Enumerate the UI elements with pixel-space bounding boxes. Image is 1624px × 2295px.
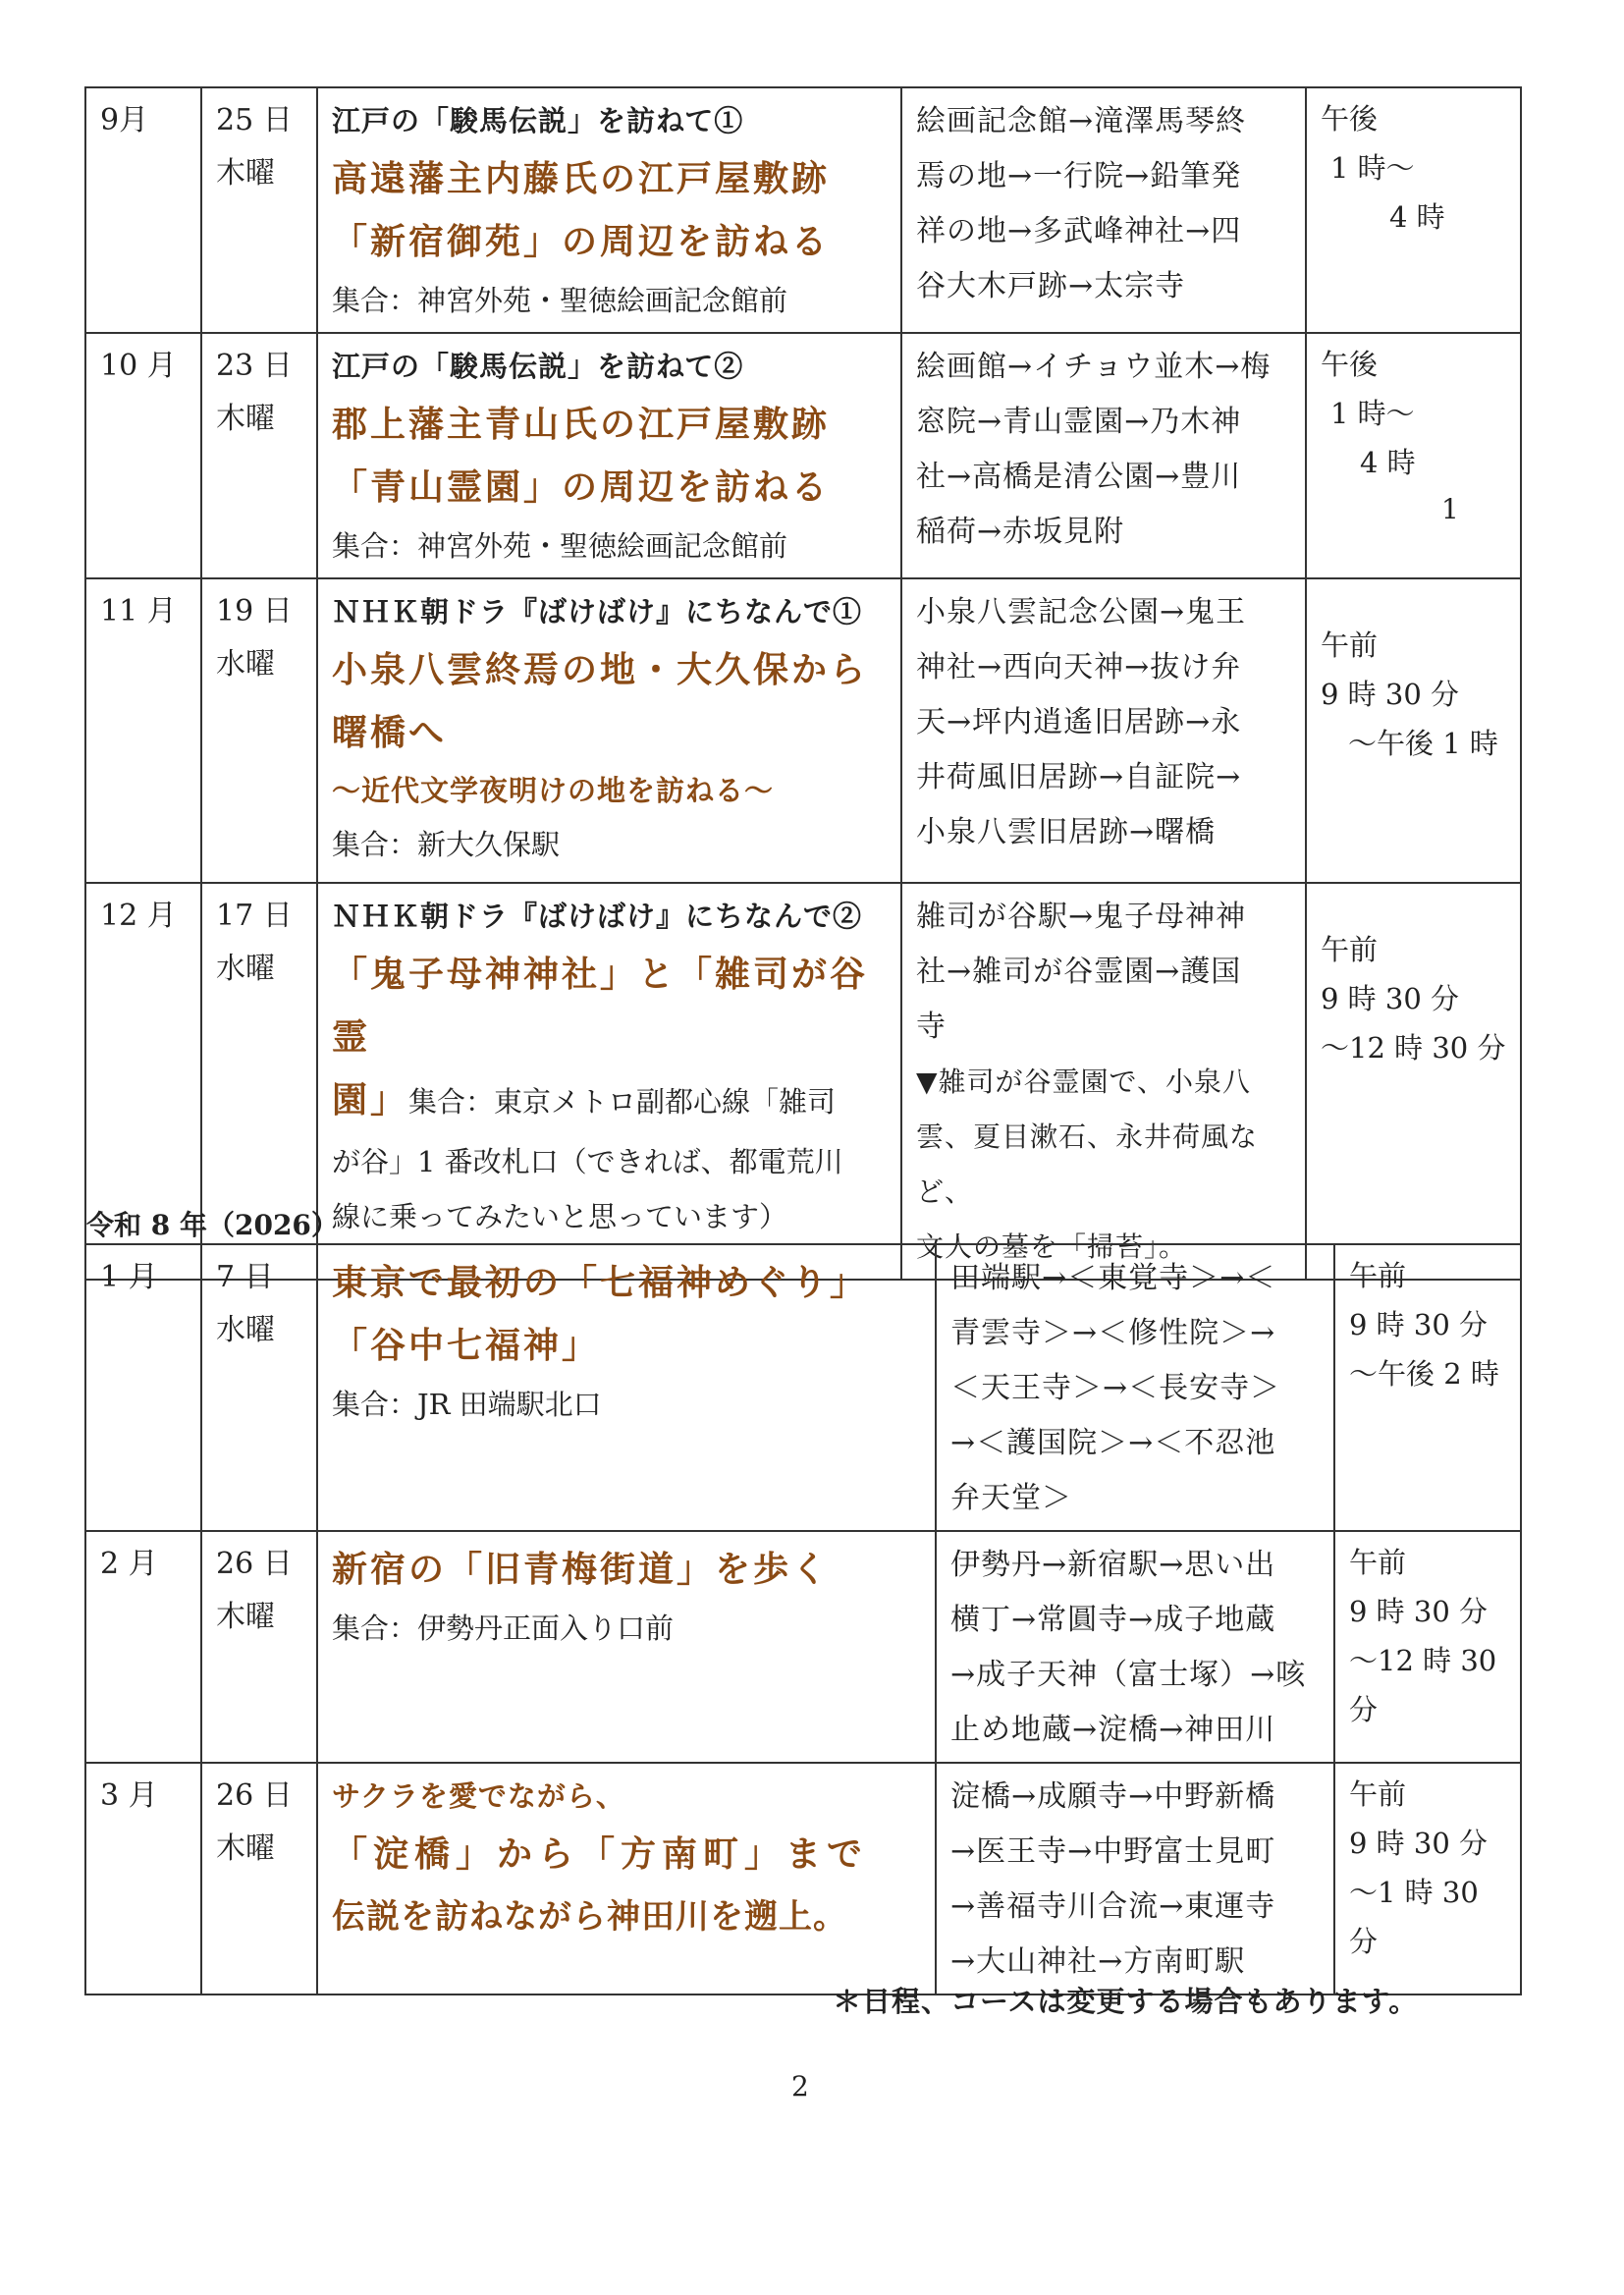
month: 3 月: [100, 1778, 158, 1813]
time-end: ～1 時 30 分: [1349, 1876, 1479, 1958]
event-highlight: 曙橋へ: [332, 712, 448, 753]
course-line: ＜天王寺＞→＜長安寺＞: [950, 1371, 1281, 1405]
course-line: 窓院→青山霊園→乃木神: [916, 405, 1242, 439]
day: 23 日: [216, 349, 293, 383]
time-period: 午前: [1349, 1546, 1407, 1579]
course-line: 絵画館→イチョウ並木→梅: [916, 350, 1272, 384]
event-highlight: 「鬼子母神神社」と「雑司が谷霊: [332, 954, 869, 1058]
weekday: 水曜: [216, 647, 275, 682]
course-line: 伊勢丹→新宿駅→思い出: [950, 1548, 1276, 1582]
course-cell: [936, 1531, 1334, 1763]
course-note: ▼雑司が谷霊園で、小泉八: [916, 1066, 1251, 1098]
page-number: 2: [791, 2070, 809, 2103]
stray-mark: 1: [1441, 493, 1459, 525]
weekday: 木曜: [216, 402, 275, 436]
title-cell: [317, 883, 901, 1280]
day: 25 日: [216, 103, 293, 137]
time-period: 午前: [1349, 1777, 1407, 1811]
month: 11 月: [100, 594, 177, 628]
course-line: 弁天堂＞: [950, 1481, 1072, 1515]
course-line: 小泉八雲旧居跡→曙橋: [916, 815, 1217, 849]
time-cell: [1306, 87, 1521, 333]
time-start: 9 時 30 分: [1349, 1595, 1489, 1628]
day-cell: [201, 1244, 317, 1531]
month: 2 月: [100, 1547, 158, 1581]
course-line: →善福寺川合流→東運寺: [950, 1889, 1276, 1924]
course-line: 社→雑司が谷霊園→護国: [916, 955, 1242, 989]
table-row: [85, 1763, 1521, 1994]
weekday: 水曜: [216, 1313, 275, 1347]
month-cell: [85, 87, 201, 333]
meeting-point-detail: が谷」1 番改札口（できれば、都電荒川: [332, 1145, 843, 1178]
time-cell: [1306, 578, 1521, 883]
year-heading: 令和 8 年（2026）: [86, 1209, 339, 1241]
time-start: 1 時～: [1330, 151, 1415, 185]
course-line: 谷大木戸跡→太宗寺: [916, 269, 1186, 303]
time-start: 9 時 30 分: [1349, 1308, 1489, 1341]
course-line: 青雲寺＞→＜修性院＞→: [950, 1316, 1276, 1350]
schedule-table-2025: [84, 86, 1522, 1281]
course-cell: [901, 578, 1306, 883]
day: 26 日: [216, 1547, 293, 1581]
month-cell: [85, 578, 201, 883]
event-highlight: 「新宿御苑」の周辺を訪ねる: [332, 221, 831, 262]
event-highlight: 「淀橋」から「方南町」まで: [332, 1833, 869, 1875]
course-line: 祥の地→多武峰神社→四: [916, 214, 1242, 248]
course-line: 横丁→常圓寺→成子地蔵: [950, 1603, 1276, 1637]
course-note: 雲、夏目漱石、永井荷風など、: [916, 1120, 1259, 1208]
title-cell: [317, 1531, 936, 1763]
course-line: →成子天神（富士塚）→咳: [950, 1658, 1307, 1692]
time-end: 4 時: [1389, 200, 1445, 234]
month-cell: [85, 1531, 201, 1763]
course-line: 淀橋→成願寺→中野新橋: [950, 1779, 1276, 1814]
day: 17 日: [216, 899, 293, 933]
course-line: 天→坪内逍遙旧居跡→永: [916, 705, 1242, 739]
day-cell: [201, 1763, 317, 1994]
course-line: →大山神社→方南町駅: [950, 1944, 1246, 1979]
meeting-point: 集合：神宮外苑・聖徳絵画記念館前: [332, 529, 788, 563]
event-subtitle: サクラを愛でながら、: [332, 1779, 625, 1813]
weekday: 水曜: [216, 952, 275, 986]
meeting-point: 集合：東京メトロ副都心線「雑司: [408, 1085, 837, 1119]
time-start: 9 時 30 分: [1321, 678, 1460, 711]
event-subtitle: ～近代文学夜明けの地を訪ねる～: [332, 774, 775, 807]
event-title: 江戸の「駿馬伝説」を訪ねて②: [332, 350, 744, 383]
meeting-point-detail: 線に乗ってみたいと思っています）: [332, 1200, 788, 1233]
event-highlight: 高遠藩主内藤氏の江戸屋敷跡: [332, 158, 831, 199]
meeting-point: 集合：新大久保駅: [332, 828, 561, 861]
time-start: 9 時 30 分: [1349, 1827, 1489, 1860]
course-line: 絵画記念館→滝澤馬琴終: [916, 104, 1247, 138]
day: 26 日: [216, 1778, 293, 1813]
table-row: [85, 1531, 1521, 1763]
table-row: [85, 87, 1521, 333]
time-end: ～12 時 30 分: [1349, 1644, 1497, 1726]
table-row: [85, 333, 1521, 578]
title-cell: [317, 578, 901, 883]
event-highlight-continued: 園」: [332, 1079, 409, 1120]
course-line: 田端駅→＜東覚寺＞→＜: [950, 1261, 1276, 1295]
time-end: ～午後 1 時: [1348, 727, 1498, 760]
month-cell: [85, 1763, 201, 1994]
time-cell: [1334, 1531, 1521, 1763]
event-title: 江戸の「駿馬伝説」を訪ねて①: [332, 104, 744, 137]
day-cell: [201, 333, 317, 578]
time-cell: [1334, 1763, 1521, 1994]
title-cell: [317, 1244, 936, 1531]
event-highlight: 「谷中七福神」: [332, 1325, 601, 1366]
time-end: ～12 時 30 分: [1321, 1031, 1506, 1065]
schedule-change-note: ＊日程、コースは変更する場合もあります。: [833, 1985, 1419, 2018]
day: 7 日: [216, 1260, 274, 1294]
event-highlight: 伝説を訪ねながら神田川を遡上。: [332, 1897, 847, 1937]
time-start: 1 時～: [1330, 397, 1415, 430]
month: 10 月: [100, 349, 177, 383]
course-cell: [901, 883, 1306, 1280]
time-cell: [1306, 883, 1521, 1280]
event-title: ＮＨＫ朝ドラ『ばけばけ』にちなんで②: [332, 900, 863, 933]
course-line: 小泉八雲記念公園→鬼王: [916, 595, 1247, 629]
course-line: 焉の地→一行院→鉛筆発: [916, 159, 1242, 193]
weekday: 木曜: [216, 1831, 275, 1866]
course-note: 文人の墓を「掃苔」。: [916, 1230, 1188, 1263]
course-cell: [901, 87, 1306, 333]
day-cell: [201, 578, 317, 883]
time-end: ～午後 2 時: [1349, 1357, 1499, 1391]
course-line: →＜護国院＞→＜不忍池: [950, 1426, 1276, 1460]
title-cell: [317, 333, 901, 578]
time-period: 午後: [1321, 102, 1379, 136]
title-cell: [317, 1763, 936, 1994]
meeting-point: 集合：神宮外苑・聖徳絵画記念館前: [332, 284, 788, 317]
time-start: 9 時 30 分: [1321, 982, 1460, 1015]
event-highlight: 小泉八雲終焉の地・大久保から: [332, 649, 869, 690]
course-line: 寺: [916, 1010, 947, 1044]
event-title: ＮＨＫ朝ドラ『ばけばけ』にちなんで①: [332, 595, 863, 628]
time-period: 午前: [1349, 1259, 1407, 1292]
course-line: →医王寺→中野富士見町: [950, 1834, 1276, 1869]
time-period: 午前: [1321, 933, 1379, 966]
title-cell: [317, 87, 901, 333]
course-cell: [901, 333, 1306, 578]
course-cell: [936, 1244, 1334, 1531]
time-end: 4 時: [1360, 446, 1416, 479]
day-cell: [201, 87, 317, 333]
month: 12 月: [100, 899, 177, 933]
event-highlight: 東京で最初の「七福神めぐり」: [332, 1262, 869, 1303]
course-cell: [936, 1763, 1334, 1994]
table-row: [85, 578, 1521, 883]
course-line: 止め地蔵→淀橋→神田川: [950, 1713, 1276, 1747]
month: 9月: [100, 103, 149, 137]
schedule-table-2026: [84, 1243, 1522, 1995]
time-cell: [1306, 333, 1521, 578]
weekday: 木曜: [216, 156, 275, 191]
month-cell: [85, 1244, 201, 1531]
course-line: 社→高橋是清公園→豊川: [916, 460, 1242, 494]
course-line: 稲荷→赤坂見附: [916, 515, 1125, 549]
course-line: 井荷風旧居跡→自証院→: [916, 760, 1242, 794]
event-highlight: 郡上藩主青山氏の江戸屋敷跡: [332, 404, 831, 445]
time-period: 午前: [1321, 628, 1379, 662]
time-period: 午後: [1321, 348, 1379, 381]
event-highlight: 新宿の「旧青梅街道」を歩く: [332, 1549, 831, 1590]
table-row: [85, 1244, 1521, 1531]
course-line: 神社→西向天神→抜け弁: [916, 650, 1242, 684]
time-cell: [1334, 1244, 1521, 1531]
day: 19 日: [216, 594, 293, 628]
month: 1 月: [100, 1260, 158, 1294]
event-highlight: 「青山霊園」の周辺を訪ねる: [332, 466, 831, 508]
month-cell: [85, 333, 201, 578]
meeting-point: 集合：伊勢丹正面入り口前: [332, 1612, 675, 1645]
meeting-point: 集合：JR 田端駅北口: [332, 1388, 602, 1421]
day-cell: [201, 1531, 317, 1763]
weekday: 木曜: [216, 1600, 275, 1634]
course-line: 雑司が谷駅→鬼子母神神: [916, 900, 1247, 934]
